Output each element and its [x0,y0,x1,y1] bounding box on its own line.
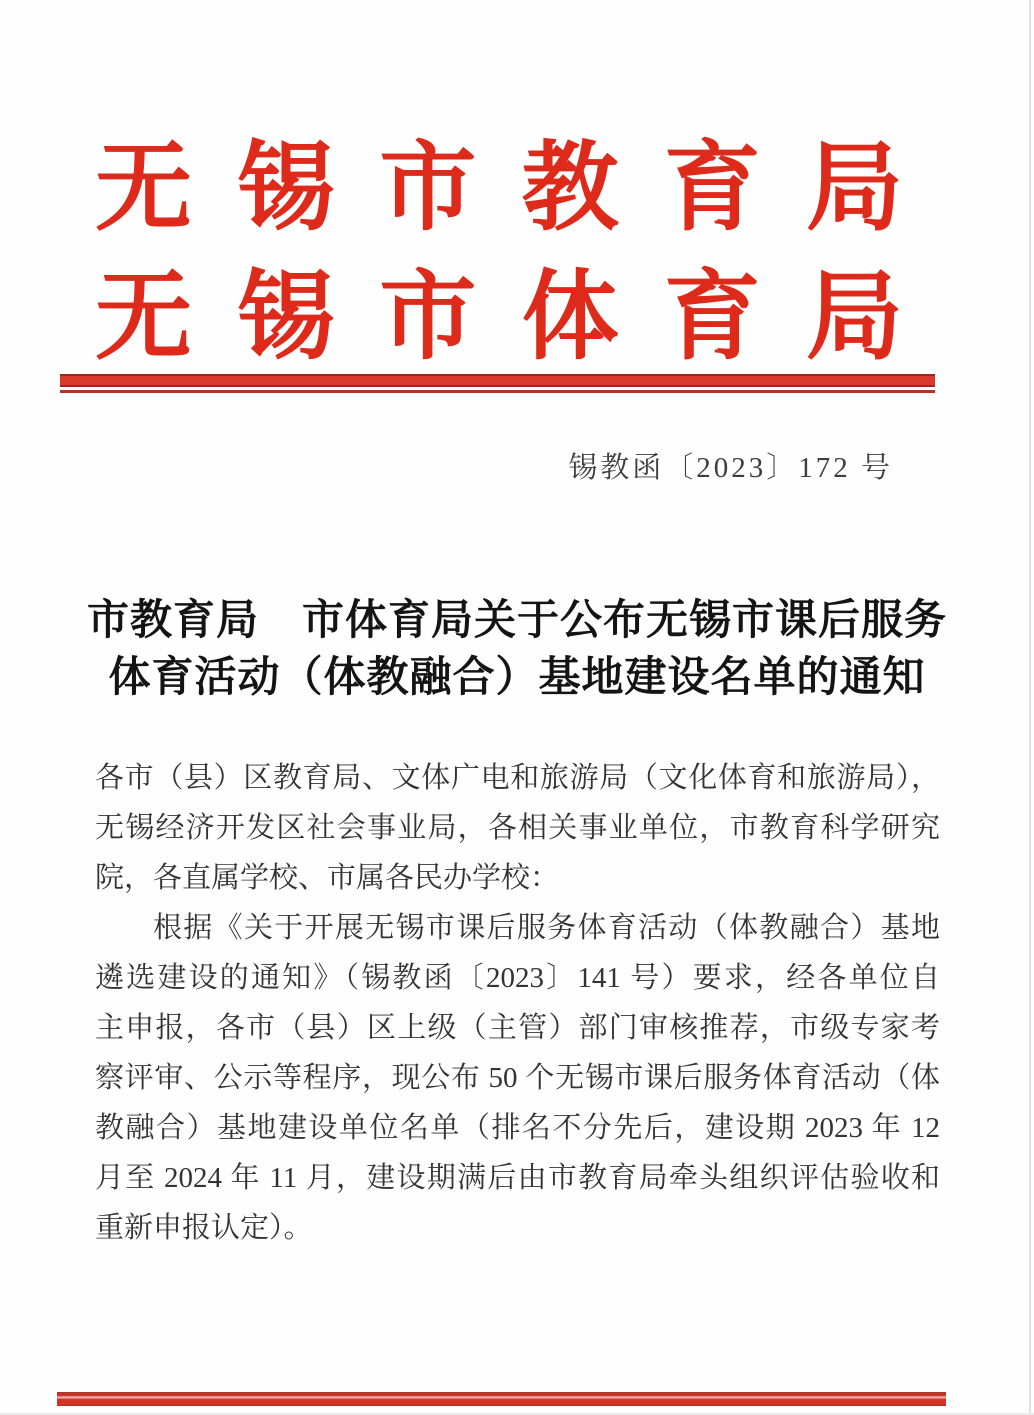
document-title-line-2: 体育活动（体教融合）基地建设名单的通知 [108,655,926,701]
body-paragraph-line: 根据《关于开展无锡市课后服务体育活动（体教融合）基地 [153,912,940,944]
document-reference-number: 锡教函〔2023〕172 号 [568,452,893,484]
body-paragraph-line: 察评审、公示等程序，现公布 50 个无锡市课后服务体育活动（体 [95,1062,940,1094]
salutation-line: 各市（县）区教育局、文体广电和旅游局（文化体育和旅游局）， [95,762,940,794]
red-header-divider [60,374,935,393]
document-title [0,593,1034,707]
body-paragraph-line: 重新申报认定）。 [95,1212,313,1244]
footer-red-rule [57,1392,946,1406]
scan-edge-right [1029,0,1031,1415]
body-paragraph-line: 遴选建设的通知》（锡教函〔2023〕141 号）要求，经各单位自 [95,962,940,994]
body-paragraph-line: 月至 2024 年 11 月，建设期满后由市教育局牵头组织评估验收和 [95,1162,940,1194]
document-title-line-1: 市教育局 市体育局关于公布无锡市课后服务 [86,598,947,644]
divider-thick-rule [60,374,935,387]
salutation-line: 院，各直属学校、市属各民办学校： [95,862,560,894]
body-paragraph-line: 主申报，各市（县）区上级（主管）部门审核推荐，市级专家考 [95,1012,940,1044]
letterhead [95,136,903,370]
divider-thin-rule [60,390,935,393]
body-paragraph-line: 教融合）基地建设单位名单（排名不分先后，建设期 2023 年 12 [95,1112,940,1144]
document-body [95,753,940,1253]
letterhead-line-education-bureau: 无锡市教育局 [95,135,903,242]
letterhead-line-sports-bureau: 无锡市体育局 [95,264,903,371]
salutation-line: 无锡经济开发区社会事业局，各相关事业单位，市教育科学研究 [95,812,940,844]
